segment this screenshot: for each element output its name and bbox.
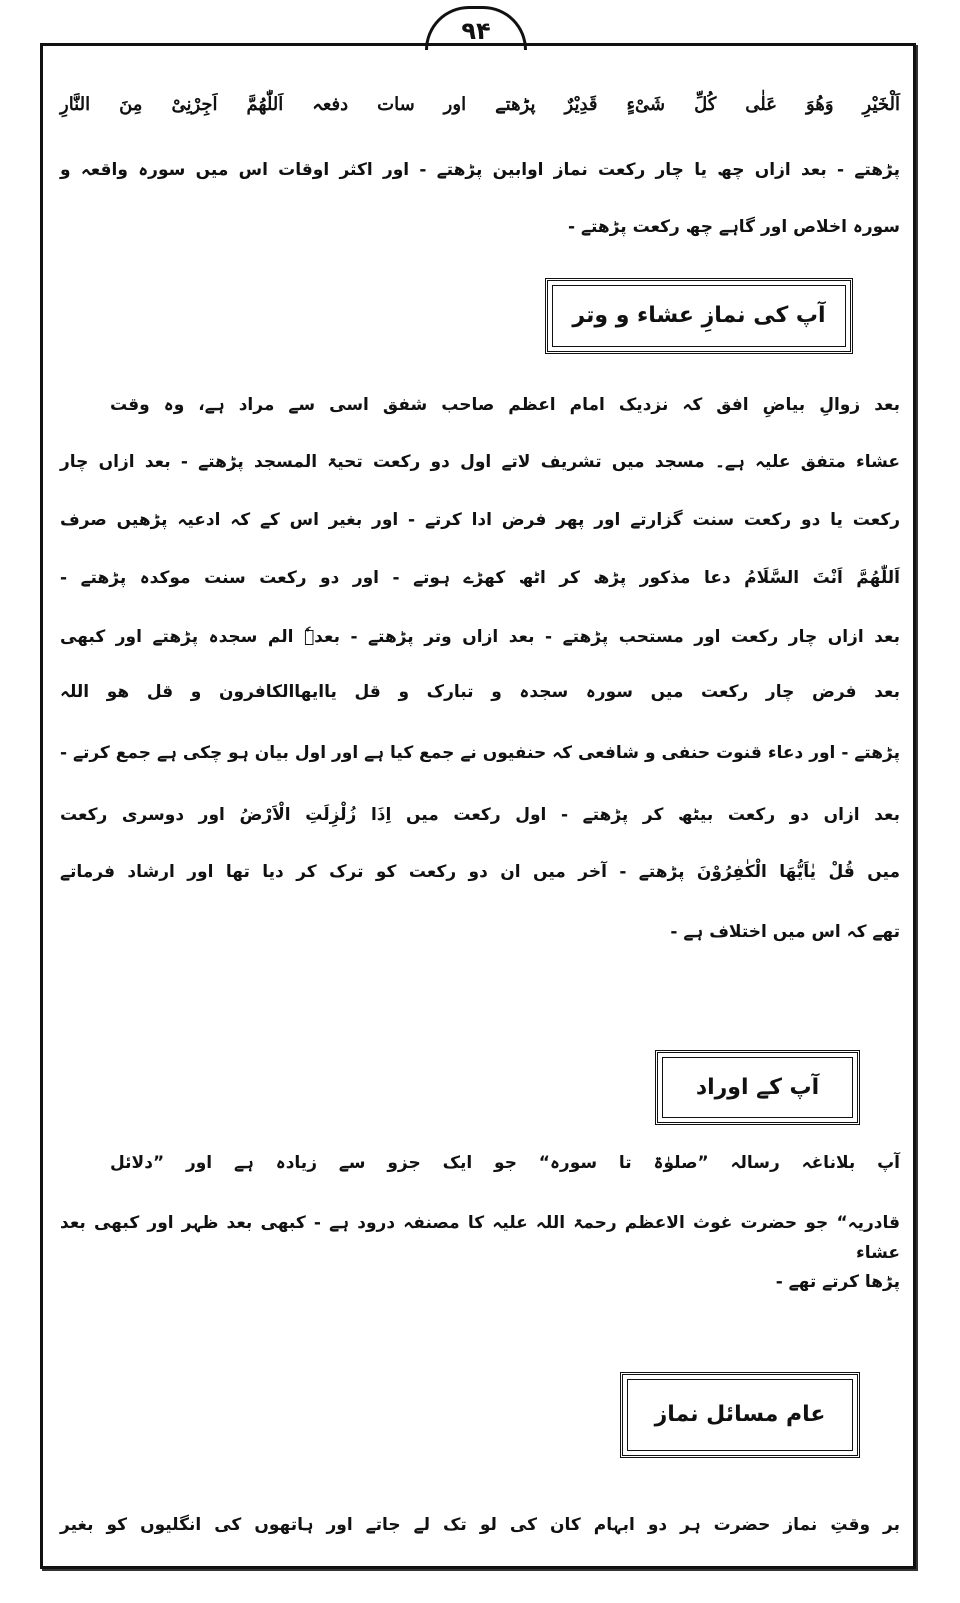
text-line: قادریہ“ جو حضرت غوث الاعظم رحمۃ اللہ علیہ کا مصنفہ درود ہے - کبھی بعد ظہر اور کبھی بعد عشاء [60,1213,900,1263]
text-line: آپ بلاناغہ رسالہ ”صلوٰۃ تا سورہ“ جو ایک جزو سے زیادہ ہے اور ”دلائل [110,1153,900,1173]
text-line: پڑھتے - اور دعاء قنوت حنفی و شافعی کہ حنفیوں نے جمع کیا ہے اور اول بیان ہو چکی ہے جمع کرتے - [60,743,900,763]
text-line: بعد ازاں چار رکعت اور مستحب پڑھتے - بعد ازاں وتر پڑھتے - بعدہٗ الم سجدہ پڑھتے اور کبھی [60,627,900,647]
section-heading-isha-witr: آپ کی نمازِ عشاء و وتر [545,278,853,354]
text-line: بر وقتِ نماز حضرت ہر دو ابہام کان کی لو تک لے جاتے اور ہاتھوں کی انگلیوں کو بغیر [60,1515,900,1535]
text-line: اَللّٰھُمَّ اَنْتَ السَّلَامُ دعا مذکور پڑھ کر اٹھ کھڑے ہوتے - اور دو رکعت سنت موکدہ پڑھتے - [60,568,900,588]
text-line: بعد زوالِ بیاضِ افق کہ نزدیک امام اعظم صاحب شفق اسی سے مراد ہے، وہ وقت [110,395,900,415]
text-line: میں قُلْ یٰاَیُّھَا الْکٰفِرُوْنَ پڑھتے - آخر میں ان دو رکعت کو ترک کر دیا تھا اور ارشاد فرماتے [60,862,900,882]
text-line: بعد فرض چار رکعت میں سورہ سجدہ و تبارک و قل یاایھاالکافرون و قل ھو اللہ [60,682,900,702]
section-heading-general-prayer-issues: عام مسائل نماز [620,1372,860,1458]
text-line: تھے کہ اس میں اختلاف ہے - [670,922,900,942]
text-line: رکعت یا دو رکعت سنت گزارتے اور پھر فرض ادا کرتے - اور بغیر اس کے کہ ادعیہ پڑھیں صرف [60,510,900,530]
text-line: سورہ اخلاص اور گاہے چھ رکعت پڑھتے - [568,217,900,237]
text-line: پڑھتے - بعد ازاں چھ یا چار رکعت نماز اوابین پڑھتے - اور اکثر اوقات اس میں سورہ واقعہ و [60,160,900,180]
page-number: ۹۴ [425,6,527,50]
text-line: اَلْخَیْرِ وَھُوَ عَلٰی کُلِّ شَیْءٍ قَدِیْرٌ پڑھتے اور سات دفعہ اَللّٰھُمَّ اَجِرْنِیْ مِنَ النَّارِ [60,94,900,115]
text-line: عشاء متفق علیہ ہے۔ مسجد میں تشریف لاتے اول دو رکعت تحیۃ المسجد پڑھتے - بعد ازاں چار [60,452,900,472]
text-line: پڑھا کرتے تھے - [775,1272,900,1292]
section-heading-awrad: آپ کے اوراد [655,1050,860,1125]
text-line: بعد ازاں دو رکعت بیٹھ کر پڑھتے - اول رکعت میں اِذَا زُلْزِلَتِ الْاَرْضُ اور دوسری رکعت [60,805,900,825]
